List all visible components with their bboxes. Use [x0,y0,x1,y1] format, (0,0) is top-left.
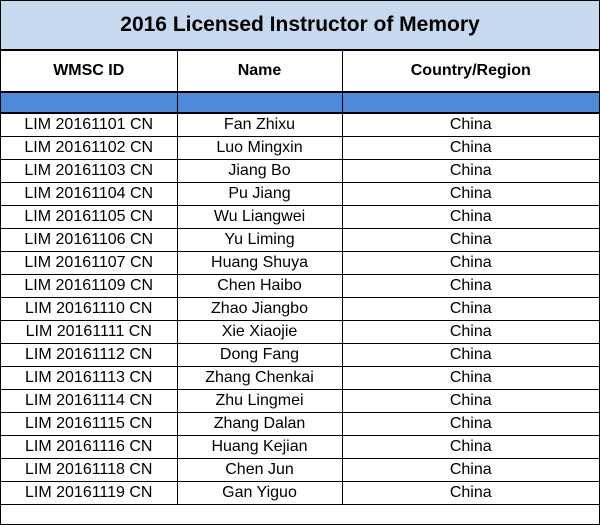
country-region-cell: China [342,367,599,390]
country-region-cell: China [342,113,599,137]
table-row [1,344,599,367]
wmsc-id-cell: LIM 20161104 CN [1,183,177,206]
wmsc-id-cell: LIM 20161107 CN [1,252,177,275]
wmsc-id-cell: LIM 20161119 CN [1,482,177,505]
name-cell: Huang Kejian [177,436,342,459]
name-cell: Chen Haibo [177,275,342,298]
instructor-table [1,51,599,505]
header-row [1,51,599,92]
table-row [1,413,599,436]
name-cell: Wu Liangwei [177,206,342,229]
table-row [1,482,599,505]
wmsc-id-cell: LIM 20161101 CN [1,113,177,137]
name-cell: Zhang Chenkai [177,367,342,390]
wmsc-id-cell: LIM 20161114 CN [1,390,177,413]
name-cell: Zhang Dalan [177,413,342,436]
country-region-cell: China [342,206,599,229]
wmsc-id-cell: LIM 20161118 CN [1,459,177,482]
wmsc-id-cell: LIM 20161115 CN [1,413,177,436]
country-region-cell: China [342,298,599,321]
wmsc-id-cell: LIM 20161103 CN [1,160,177,183]
separator-cell [177,92,342,113]
country-region-cell: China [342,275,599,298]
country-region-cell: China [342,390,599,413]
table-row [1,183,599,206]
table-row [1,137,599,160]
name-cell: Zhu Lingmei [177,390,342,413]
table-row [1,298,599,321]
column-header-wmsc-id: WMSC ID [1,51,177,92]
name-cell: Jiang Bo [177,160,342,183]
wmsc-id-cell: LIM 20161116 CN [1,436,177,459]
wmsc-id-cell: LIM 20161102 CN [1,137,177,160]
column-header-name: Name [177,51,342,92]
name-cell: Zhao Jiangbo [177,298,342,321]
country-region-cell: China [342,183,599,206]
name-cell: Luo Mingxin [177,137,342,160]
separator-cell [342,92,599,113]
table-row [1,390,599,413]
separator-band [1,92,599,113]
name-cell: Pu Jiang [177,183,342,206]
country-region-cell: China [342,137,599,160]
table-row [1,459,599,482]
wmsc-id-cell: LIM 20161110 CN [1,298,177,321]
wmsc-id-cell: LIM 20161112 CN [1,344,177,367]
country-region-cell: China [342,344,599,367]
wmsc-id-cell: LIM 20161111 CN [1,321,177,344]
name-cell: Dong Fang [177,344,342,367]
country-region-cell: China [342,459,599,482]
wmsc-id-cell: LIM 20161105 CN [1,206,177,229]
country-region-cell: China [342,321,599,344]
wmsc-id-cell: LIM 20161109 CN [1,275,177,298]
table-row [1,252,599,275]
table-row [1,275,599,298]
country-region-cell: China [342,160,599,183]
name-cell: Chen Jun [177,459,342,482]
table-row [1,367,599,390]
table-row [1,229,599,252]
table-row [1,160,599,183]
table-body [1,113,599,505]
table-row [1,436,599,459]
name-cell: Gan Yiguo [177,482,342,505]
name-cell: Xie Xiaojie [177,321,342,344]
wmsc-id-cell: LIM 20161106 CN [1,229,177,252]
country-region-cell: China [342,252,599,275]
country-region-cell: China [342,436,599,459]
table-row [1,321,599,344]
column-header-country-region: Country/Region [342,51,599,92]
name-cell: Huang Shuya [177,252,342,275]
separator-cell [1,92,177,113]
table-row [1,206,599,229]
country-region-cell: China [342,229,599,252]
country-region-cell: China [342,482,599,505]
country-region-cell: China [342,413,599,436]
wmsc-id-cell: LIM 20161113 CN [1,367,177,390]
table-title: 2016 Licensed Instructor of Memory [1,1,599,51]
table-row [1,113,599,137]
table-header [1,51,599,113]
name-cell: Yu Liming [177,229,342,252]
name-cell: Fan Zhixu [177,113,342,137]
